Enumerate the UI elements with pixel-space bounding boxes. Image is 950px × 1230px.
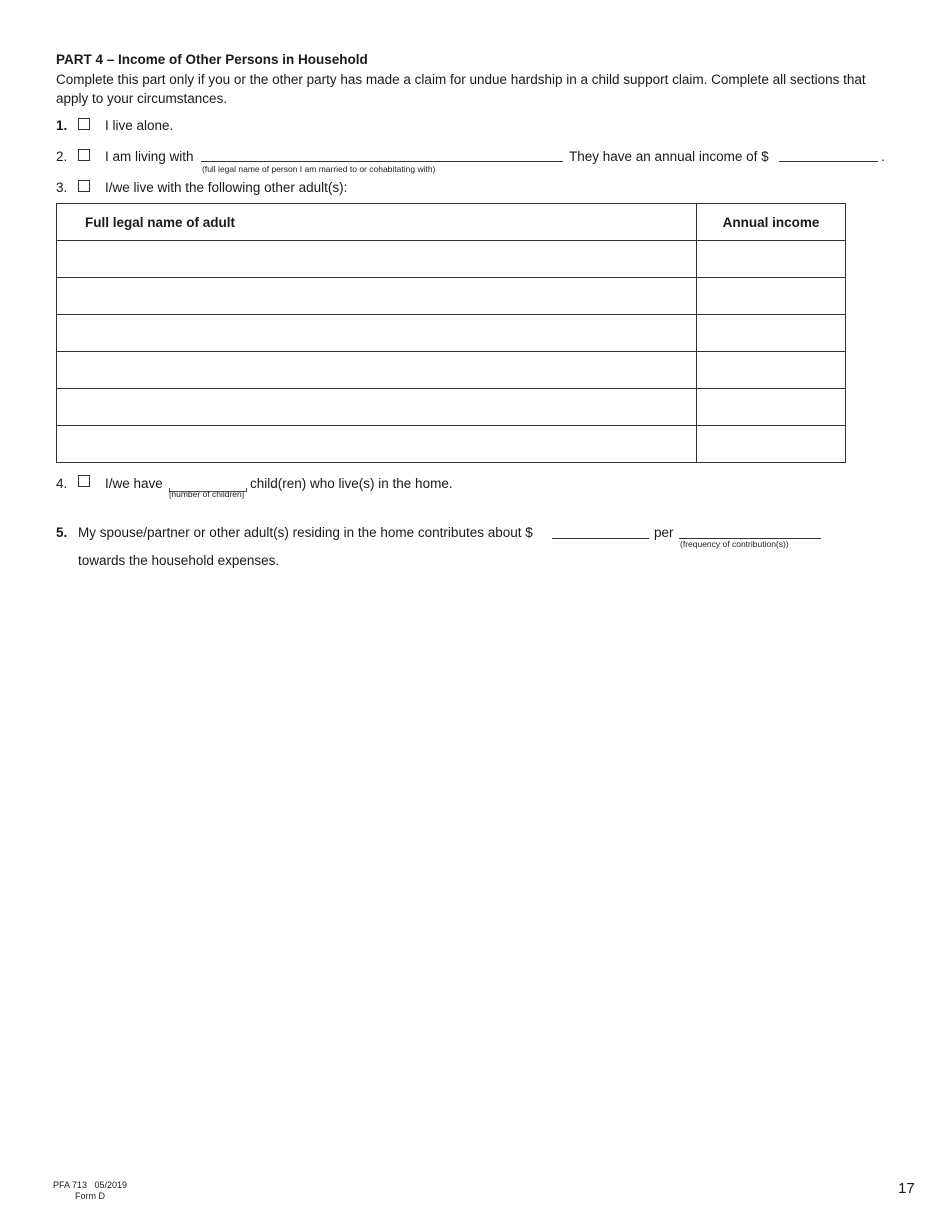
table-header-row [57, 204, 846, 241]
table-row [57, 278, 846, 315]
header-full-legal-name: Full legal name of adult [57, 204, 697, 241]
adult-income-cell[interactable] [697, 426, 846, 463]
item1-number: 1. [56, 118, 68, 133]
adult-income-cell[interactable] [697, 315, 846, 352]
living-with-checkbox[interactable] [78, 149, 90, 161]
item5-per: per [654, 525, 674, 540]
other-adults-checkbox[interactable] [78, 180, 90, 192]
adult-income-cell[interactable] [697, 389, 846, 426]
adult-income-cell[interactable] [697, 352, 846, 389]
contribution-amount-field[interactable] [552, 538, 649, 539]
children-count-caption: [number of children] [169, 489, 245, 499]
item4-label-pre: I/we have [105, 476, 163, 491]
table-row [57, 241, 846, 278]
item2-period: . [881, 149, 885, 164]
item3-label: I/we live with the following other adult(s): [105, 180, 348, 195]
partner-name-field[interactable] [201, 161, 563, 162]
adult-name-cell[interactable] [57, 352, 697, 389]
table-row [57, 315, 846, 352]
item2-income-label: They have an annual income of $ [569, 149, 769, 164]
adult-name-cell[interactable] [57, 315, 697, 352]
item5-label-pre: My spouse/partner or other adult(s) residing in the home contributes about $ [78, 525, 533, 540]
adult-name-cell[interactable] [57, 426, 697, 463]
item3-number: 3. [56, 180, 68, 195]
table-row [57, 426, 846, 463]
adult-income-cell[interactable] [697, 278, 846, 315]
adults-table [56, 203, 846, 463]
item4-number: 4. [56, 476, 68, 491]
footer-form-code [53, 1180, 127, 1202]
live-alone-checkbox[interactable] [78, 118, 90, 130]
form-code: PFA 713 05/2019 [53, 1180, 128, 1190]
adult-name-cell[interactable] [57, 389, 697, 426]
item5-label-post: towards the household expenses. [78, 553, 280, 568]
header-annual-income: Annual income [697, 204, 846, 241]
adult-name-cell[interactable] [57, 278, 697, 315]
item2-label: I am living with [105, 149, 194, 164]
item4-label-post: child(ren) who live(s) in the home. [250, 476, 453, 491]
contribution-frequency-caption: (frequency of contribution(s)) [680, 539, 789, 549]
adult-income-cell[interactable] [697, 241, 846, 278]
children-checkbox[interactable] [78, 475, 90, 487]
item5-number: 5. [56, 525, 68, 540]
table-row [57, 389, 846, 426]
part-title: PART 4 – Income of Other Persons in Household [56, 52, 368, 67]
adult-name-cell[interactable] [57, 241, 697, 278]
form-name: Form D [75, 1191, 105, 1201]
part-intro: Complete this part only if you or the other party has made a claim for undue hardship in a child support claim. Complete all sections that apply to your circumstances. [56, 72, 866, 106]
item1-label: I live alone. [105, 118, 174, 133]
partner-income-field[interactable] [779, 161, 878, 162]
partner-name-caption: (full legal name of person I am married to or cohabitating with) [202, 164, 436, 174]
item2-number: 2. [56, 149, 68, 164]
page-number: 17 [898, 1180, 915, 1197]
table-row [57, 352, 846, 389]
